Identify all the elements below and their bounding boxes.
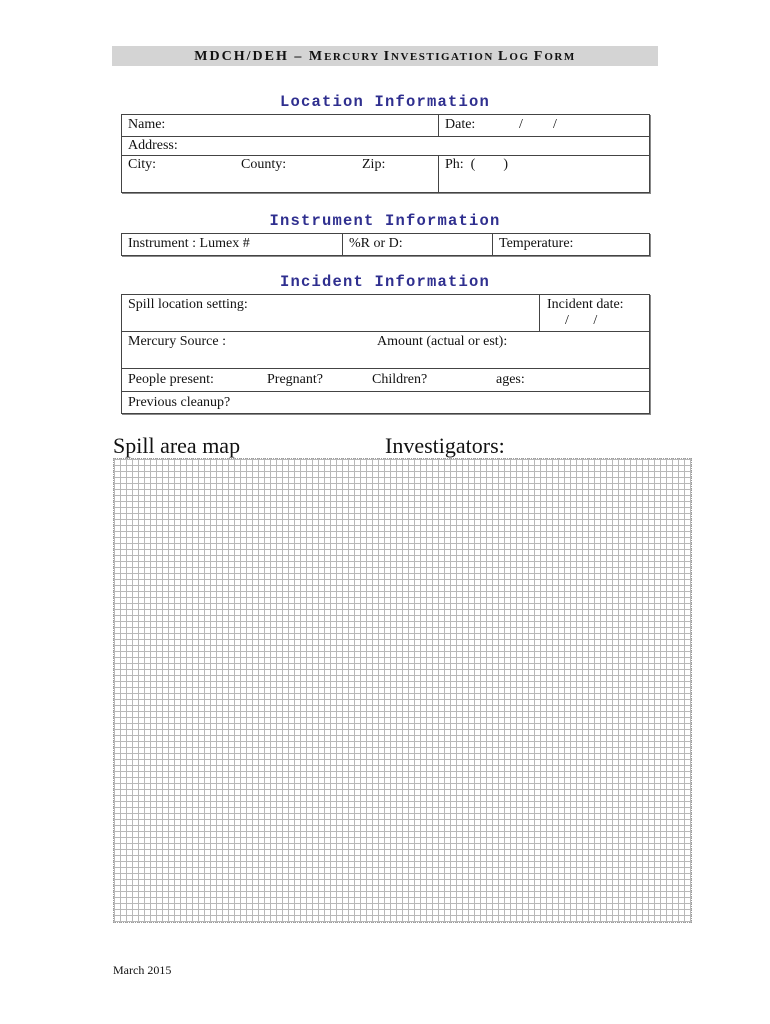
divider xyxy=(121,136,649,137)
divider xyxy=(121,391,649,392)
title-letter: I xyxy=(383,49,392,64)
amount-field[interactable]: Amount (actual or est): xyxy=(377,334,508,349)
incident-date-field[interactable]: Incident date: xyxy=(547,297,624,312)
divider xyxy=(438,114,439,137)
phone-field[interactable]: Ph: ( ) xyxy=(445,157,508,172)
r-or-d-field[interactable]: %R or D: xyxy=(349,236,403,251)
ages-field[interactable]: ages: xyxy=(496,372,525,387)
date-separator: / xyxy=(519,117,523,132)
temperature-field[interactable]: Temperature: xyxy=(499,236,574,251)
name-field[interactable]: Name: xyxy=(128,117,166,132)
spill-location-field[interactable]: Spill location setting: xyxy=(128,297,248,312)
county-field[interactable]: County: xyxy=(241,157,287,172)
title-word: ERCURY xyxy=(324,51,384,63)
divider xyxy=(121,155,649,156)
city-field[interactable]: City: xyxy=(128,157,157,172)
investigators-label: Investigators: xyxy=(385,433,505,458)
divider xyxy=(342,233,343,255)
title-letter: L xyxy=(498,49,510,64)
instrument-heading: Instrument Information xyxy=(269,212,501,230)
spill-area-grid[interactable] xyxy=(113,458,692,923)
mercury-source-field[interactable]: Mercury Source : xyxy=(128,334,226,349)
divider xyxy=(492,233,493,255)
instrument-field[interactable]: Instrument : Lumex # xyxy=(128,236,250,251)
spill-area-map-label: Spill area map xyxy=(113,433,241,458)
title-word: ORM xyxy=(544,51,576,63)
divider xyxy=(121,368,649,369)
form-title xyxy=(112,46,658,66)
children-field[interactable]: Children? xyxy=(372,372,428,387)
title-word: OG xyxy=(509,51,534,63)
pregnant-field[interactable]: Pregnant? xyxy=(267,372,323,387)
incident-heading: Incident Information xyxy=(279,273,491,291)
address-field[interactable]: Address: xyxy=(128,138,178,153)
previous-cleanup-field[interactable]: Previous cleanup? xyxy=(128,395,231,410)
title-word: NVESTIGATION xyxy=(391,51,499,63)
divider xyxy=(438,155,439,192)
title-agency: MDCH/DEH – xyxy=(194,49,309,64)
title-letter: F xyxy=(533,49,545,64)
people-present-field[interactable]: People present: xyxy=(128,372,214,387)
zip-field[interactable]: Zip: xyxy=(362,157,386,172)
footer-date: March 2015 xyxy=(113,963,172,977)
divider xyxy=(121,331,649,332)
title-letter: M xyxy=(308,49,325,64)
divider xyxy=(539,294,540,331)
date-separator: / xyxy=(553,117,557,132)
date-field[interactable]: Date: xyxy=(445,117,476,132)
incident-date-separators: / / xyxy=(565,313,598,328)
location-box xyxy=(121,114,650,193)
location-heading: Location Information xyxy=(279,93,491,111)
